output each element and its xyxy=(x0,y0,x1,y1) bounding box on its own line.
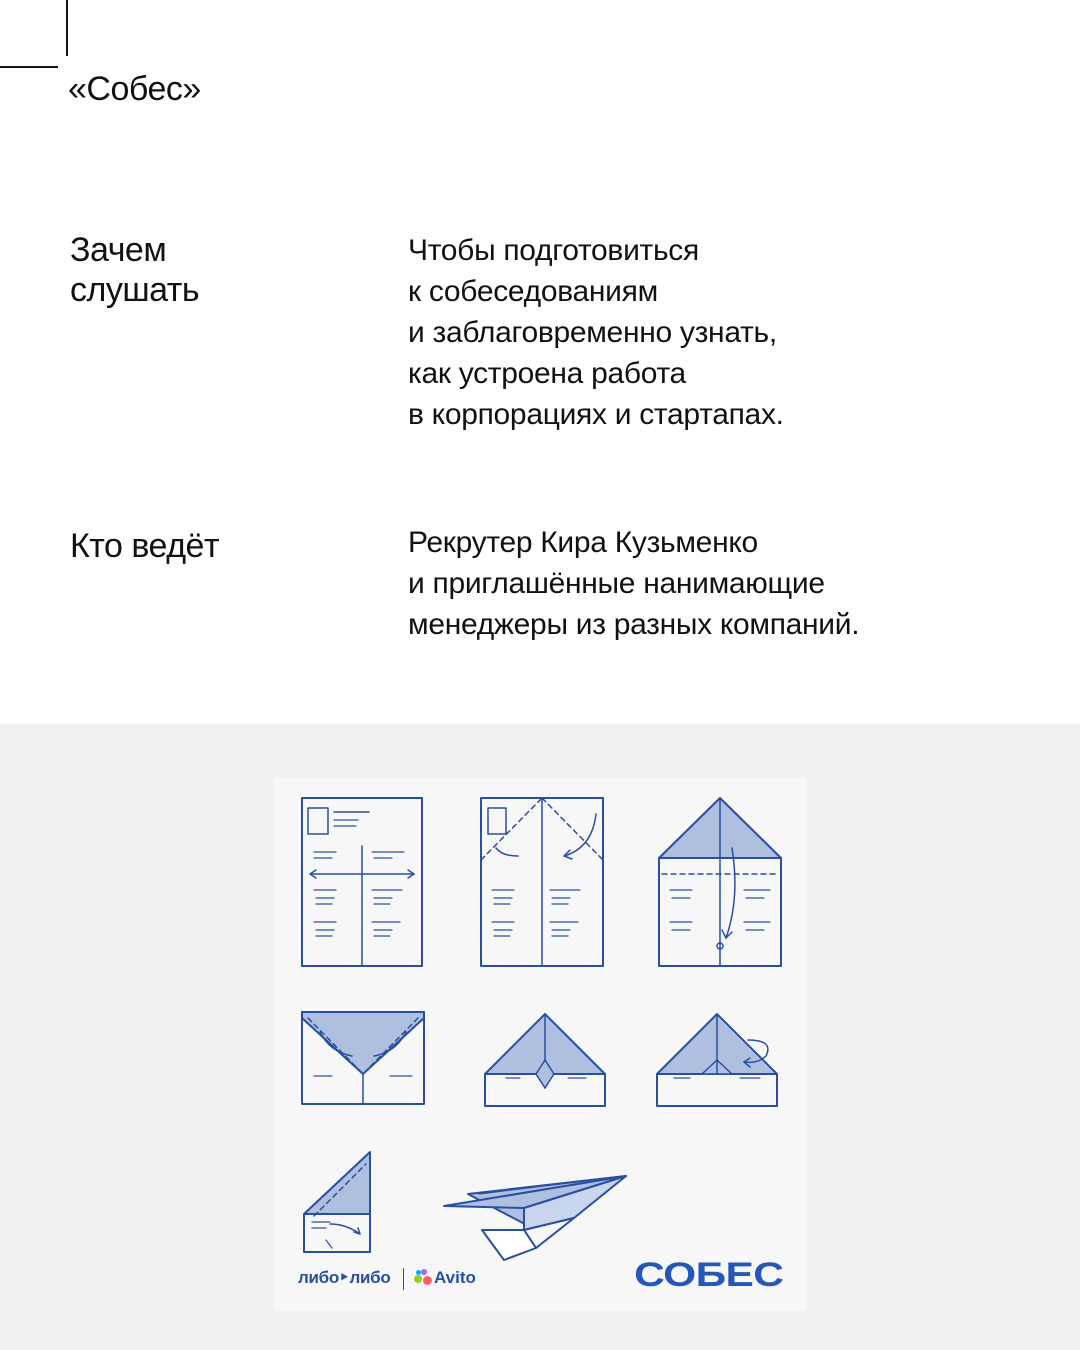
host-text: Рекрутер Кира Кузьменко и приглашённые нанимающие менеджеры из разных компаний. xyxy=(408,526,860,641)
why-listen-text: Чтобы подготовиться к собеседованиям и заблаговременно узнать, как устроена работа в корпорациях и стартапах. xyxy=(408,234,784,431)
corner-mark-vertical xyxy=(66,0,68,56)
paper-plane-folding-illustration xyxy=(274,778,807,1311)
fold-step-1 xyxy=(302,798,422,966)
why-listen-label: Зачем слушать xyxy=(70,231,200,309)
fold-step-2 xyxy=(481,798,603,966)
fold-step-4 xyxy=(302,1012,424,1104)
fold-step-8-plane xyxy=(444,1176,626,1260)
fold-step-3 xyxy=(659,798,781,966)
brand-libo-libo: либо‣либо xyxy=(298,1268,391,1287)
fold-step-6 xyxy=(657,1014,777,1106)
brand-avito xyxy=(414,1268,476,1288)
avito-label: Avito xyxy=(434,1268,476,1287)
corner-mark-horizontal xyxy=(0,66,58,68)
fold-step-7 xyxy=(304,1152,370,1252)
fold-step-5 xyxy=(485,1014,605,1106)
host-label: Кто ведёт xyxy=(70,527,220,565)
brand-separator xyxy=(403,1268,404,1290)
sobes-logo: СОБЕС xyxy=(633,1256,783,1294)
podcast-title: «Собес» xyxy=(68,70,201,108)
avito-dots-icon xyxy=(414,1269,432,1285)
podcast-cover xyxy=(274,778,807,1311)
